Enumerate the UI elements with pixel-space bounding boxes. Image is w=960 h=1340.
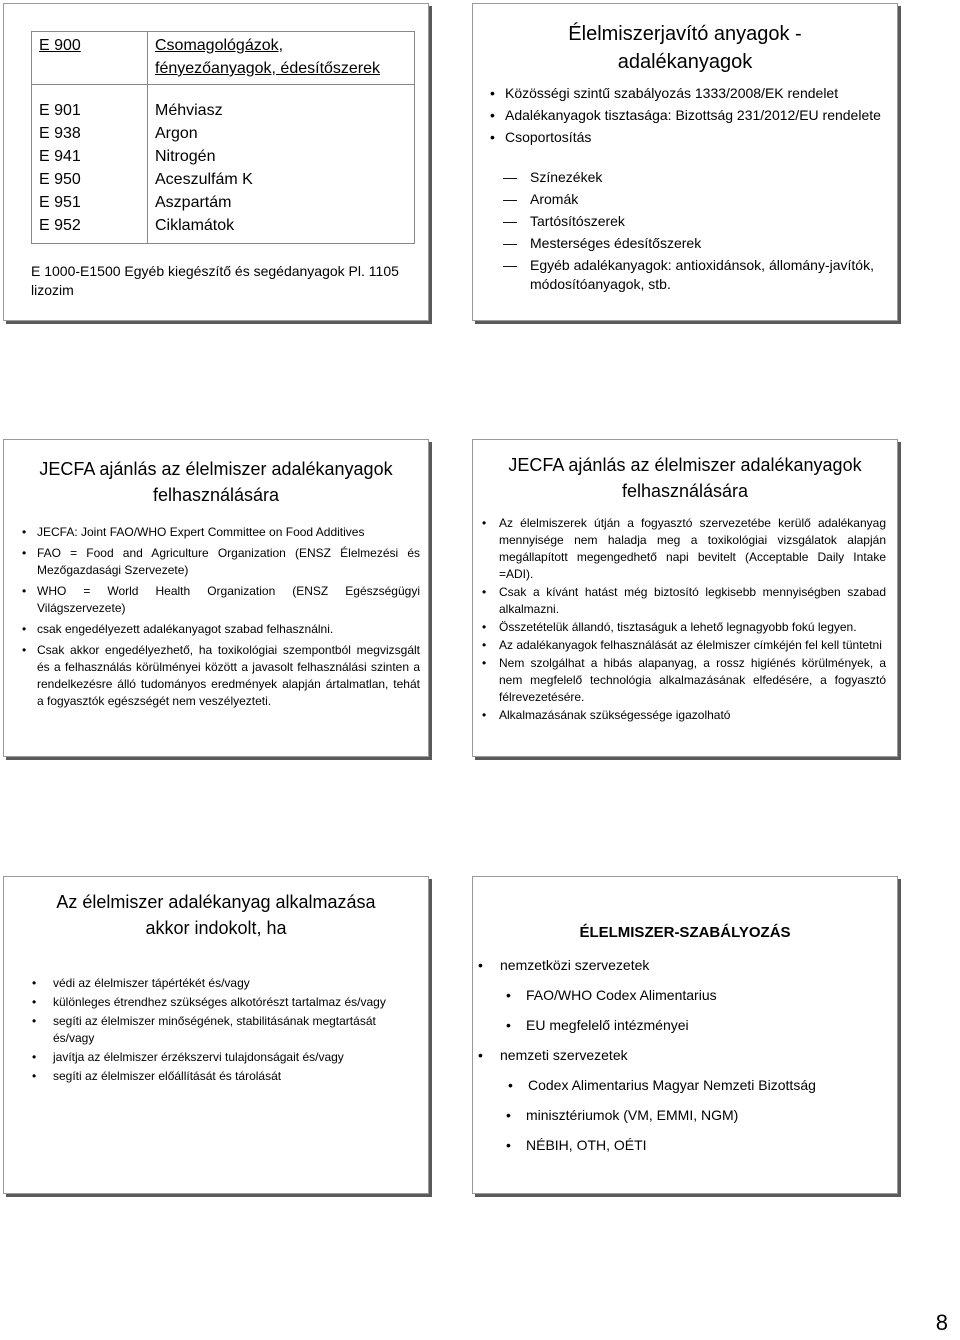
name-item: Aszpartám xyxy=(155,194,232,211)
bullet-icon: • xyxy=(506,1107,511,1123)
sublist-item: — Egyéb adalékanyagok: antioxidánsok, állomány-javítók, módosítóanyagok, stb. xyxy=(503,257,874,292)
bullet-icon: • xyxy=(506,1017,511,1033)
bullet-icon: • xyxy=(482,516,487,530)
slide1-footer xyxy=(31,262,429,300)
table-row xyxy=(32,85,415,244)
list-item: • Az adalékanyagok felhasználását az élelmiszer címkéjén fel kell tüntetni xyxy=(482,638,882,652)
list-item: • Összetételük állandó, tisztaságuk a lehető legnagyobb fokú legyen. xyxy=(482,620,857,634)
table-row xyxy=(32,32,415,85)
sublist-item: — Tartósítószerek xyxy=(503,213,625,229)
slide2-sublist xyxy=(503,168,883,297)
slide4-list xyxy=(482,515,886,725)
names-cell xyxy=(148,85,415,244)
slide-indokolt xyxy=(3,876,429,1194)
dash-icon: — xyxy=(503,257,517,273)
slide-jecfa-1 xyxy=(3,439,429,757)
name-item: Argon xyxy=(155,125,198,142)
subgroup-item: • minisztériumok (VM, EMMI, NGM) xyxy=(506,1107,739,1123)
name-item: Ciklamátok xyxy=(155,217,235,234)
bullet-icon: • xyxy=(482,638,487,652)
bullet-icon: • xyxy=(478,1047,483,1063)
name-item: Méhviasz xyxy=(155,102,223,119)
list-item: • Csoportosítás xyxy=(490,129,592,145)
sublist-item: — Aromák xyxy=(503,191,579,207)
header-name-line2: fényezőanyagok, édesítőszerek xyxy=(155,60,381,77)
slide-szabalyozas xyxy=(472,876,898,1194)
bullet-icon: • xyxy=(22,546,27,560)
title-line1: Élelmiszerjavító anyagok - xyxy=(568,23,802,45)
title-line2: felhasználására xyxy=(621,481,749,501)
list-item: • Nem szolgálhat a hibás alapanyag, a rossz higiénés körülmények, a nem megfelelő technológia alkalmazásának elfedésére, a fogyasztó félrevezetésére. xyxy=(482,656,886,704)
bullet-icon: • xyxy=(22,584,27,598)
subgroup-item: • FAO/WHO Codex Alimentarius xyxy=(506,987,717,1003)
code-item: E 950 xyxy=(39,171,81,188)
dash-icon: — xyxy=(503,169,517,185)
dash-icon: — xyxy=(503,191,517,207)
list-item: • Csak akkor engedélyezhető, ha toxikológiai szempontból megvizsgált és a felhasználás körülményei között a javasolt felhasználási szinten a rendelkezésre álló tudományos eredmények alapján ártalmatlan, tehát a fogyasztók egészségét nem veszélyezteti. xyxy=(22,643,420,708)
bullet-icon: • xyxy=(490,129,495,145)
header-code-cell xyxy=(32,32,148,85)
subgroup-item: • NÉBIH, OTH, OÉTI xyxy=(506,1137,647,1153)
bullet-icon: • xyxy=(22,622,27,636)
title-line2: felhasználására xyxy=(152,485,280,505)
sublist-item: — Színezékek xyxy=(503,169,603,185)
slide5-title xyxy=(4,889,428,941)
list-item: • Csak a kívánt hatást még biztosító legkisebb mennyiségben szabad alkalmazni. xyxy=(482,585,886,616)
list-item: • Az élelmiszerek útján a fogyasztó szervezetébe kerülő adalékanyag mennyisége nem haladja meg a toxikológiai vizsgálatok alapján megállapított megengedhető napi bevitelt (Acceptable Daily Intake =ADI). xyxy=(482,516,886,581)
bullet-icon: • xyxy=(482,620,487,634)
slide-e-numbers xyxy=(3,3,429,321)
title-line1: JECFA ajánlás az élelmiszer adalékanyagok xyxy=(39,459,393,479)
code-item: E 941 xyxy=(39,148,81,165)
e-number-table xyxy=(31,31,415,244)
page-number: 8 xyxy=(935,1310,948,1335)
header-name-line1: Csomagológázok, xyxy=(155,37,284,54)
slide-jecfa-2 xyxy=(472,439,898,757)
list-item: • FAO = Food and Agriculture Organization (ENSZ Élelmezési és Mezőgazdasági Szervezete) xyxy=(22,546,420,577)
title-line2: adalékanyagok xyxy=(617,51,753,73)
group-item: • nemzeti szervezetek xyxy=(478,1047,628,1063)
slide4-title xyxy=(473,452,897,504)
list-item: • Közösségi szintű szabályozás 1333/2008/EK rendelet xyxy=(490,85,839,101)
code-item: E 938 xyxy=(39,125,81,142)
title-line2: akkor indokolt, ha xyxy=(145,918,287,938)
header-code: E 900 xyxy=(39,37,81,54)
slide6-title: ÉLELMISZER-SZABÁLYOZÁS xyxy=(579,924,791,941)
list-item: • WHO = World Health Organization (ENSZ Egészségügyi Világszervezete) xyxy=(22,584,420,615)
bullet-icon: • xyxy=(22,643,27,657)
bullet-icon: • xyxy=(482,708,487,722)
list-item: • Alkalmazásának szükségessége igazolható xyxy=(482,708,731,722)
codes-cell xyxy=(32,85,148,244)
bullet-icon: • xyxy=(32,1050,37,1064)
bullet-icon: • xyxy=(490,107,495,123)
code-item: E 951 xyxy=(39,194,81,211)
list-item: • csak engedélyezett adalékanyagot szabad felhasználni. xyxy=(22,622,334,636)
sublist-item: — Mesterséges édesítőszerek xyxy=(503,235,702,251)
header-name-cell xyxy=(148,32,415,85)
list-item: • Adalékanyagok tisztasága: Bizottság 231/2012/EU rendelete xyxy=(490,107,881,123)
list-item: • különleges étrendhez szükséges alkotórészt tartalmaz és/vagy xyxy=(32,995,386,1009)
bullet-icon: • xyxy=(508,1077,513,1093)
dash-icon: — xyxy=(503,235,517,251)
title-line1: Az élelmiszer adalékanyag alkalmazása xyxy=(56,892,376,912)
bullet-icon: • xyxy=(32,1069,37,1083)
name-item: Nitrogén xyxy=(155,148,216,165)
title-line1: JECFA ajánlás az élelmiszer adalékanyagok xyxy=(508,455,862,475)
footer-line1: E 1000-E1500 Egyéb kiegészítő és segédanyagok Pl. 1105 xyxy=(31,263,399,279)
dash-icon: — xyxy=(503,213,517,229)
slide2-title xyxy=(473,20,897,76)
footer-line2: lizozim xyxy=(31,282,74,298)
code-item: E 952 xyxy=(39,217,81,234)
bullet-icon: • xyxy=(482,585,487,599)
bullet-icon: • xyxy=(506,1137,511,1153)
subgroup-item: • EU megfelelő intézményei xyxy=(506,1017,689,1033)
list-item: • védi az élelmiszer tápértékét és/vagy xyxy=(32,976,250,990)
name-item: Aceszulfám K xyxy=(155,171,253,188)
bullet-icon: • xyxy=(482,656,487,670)
bullet-icon: • xyxy=(32,995,37,1009)
slide5-list xyxy=(32,975,412,1087)
slide2-list xyxy=(490,84,888,150)
list-item: • javítja az élelmiszer érzékszervi tulajdonságait és/vagy xyxy=(32,1050,344,1064)
group-item: • nemzetközi szervezetek xyxy=(478,957,650,973)
list-item: • JECFA: Joint FAO/WHO Expert Committee on Food Additives xyxy=(22,525,365,539)
list-item: • segíti az élelmiszer előállítását és tárolását xyxy=(32,1069,282,1083)
list-item: • segíti az élelmiszer minőségének, stabilitásának megtartását és/vagy xyxy=(32,1014,376,1045)
bullet-icon: • xyxy=(478,957,483,973)
slide6-list xyxy=(478,955,890,1165)
bullet-icon: • xyxy=(490,85,495,101)
bullet-icon: • xyxy=(22,525,27,539)
bullet-icon: • xyxy=(32,976,37,990)
slide3-list xyxy=(22,524,420,714)
slide3-title xyxy=(4,456,428,508)
slide-adalekanyagok xyxy=(472,3,898,321)
bullet-icon: • xyxy=(506,987,511,1003)
subgroup-item: • Codex Alimentarius Magyar Nemzeti Bizottság xyxy=(508,1077,816,1093)
bullet-icon: • xyxy=(32,1014,37,1028)
code-item: E 901 xyxy=(39,102,81,119)
